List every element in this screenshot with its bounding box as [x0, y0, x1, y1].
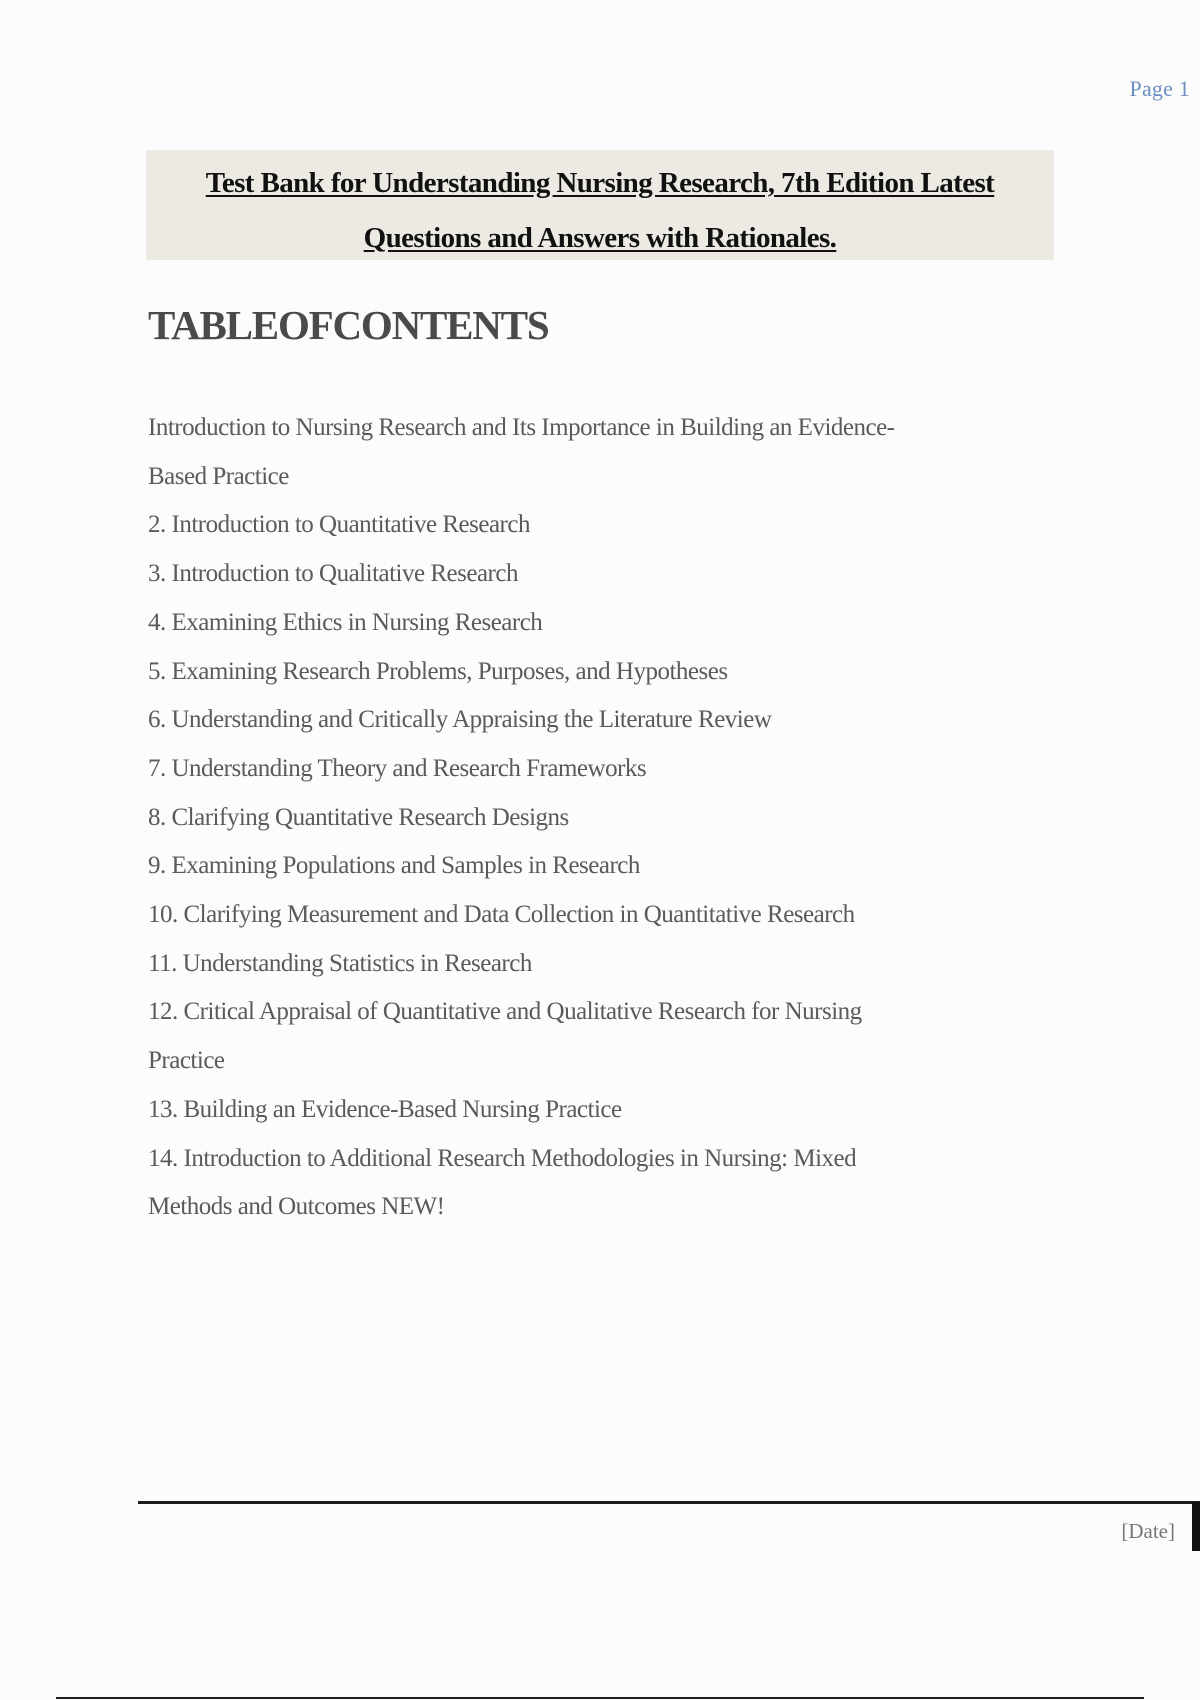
toc-line: Based Practice [148, 462, 289, 490]
toc-list [148, 404, 1048, 1232]
toc-line: 6. Understanding and Critically Appraising the Literature Review [148, 706, 772, 734]
toc-heading: TABLEOFCONTENTS [148, 302, 549, 348]
toc-line: 7. Understanding Theory and Research Frameworks [148, 754, 647, 782]
toc-line: 11. Understanding Statistics in Research [148, 949, 532, 977]
toc-line: 14. Introduction to Additional Research Methodologies in Nursing: Mixed [148, 1144, 857, 1172]
footer-date: [Date] [1121, 1519, 1175, 1543]
toc-line: 10. Clarifying Measurement and Data Collection in Quantitative Research [148, 901, 855, 929]
footer-divider [138, 1501, 1200, 1504]
toc-line: Practice [148, 1047, 225, 1075]
toc-line: 13. Building an Evidence-Based Nursing Practice [148, 1095, 622, 1123]
toc-line: 4. Examining Ethics in Nursing Research [148, 608, 543, 636]
page-bottom-divider [56, 1697, 1144, 1699]
document-title-block [146, 150, 1054, 260]
toc-line: Introduction to Nursing Research and Its Importance in Building an Evidence- [148, 414, 895, 441]
toc-line: 8. Clarifying Quantitative Research Designs [148, 803, 569, 831]
page-number: Page 1 [1129, 76, 1190, 101]
toc-line: 9. Examining Populations and Samples in Research [148, 852, 640, 880]
toc-line: 2. Introduction to Quantitative Research [148, 511, 530, 539]
document-title-line-1: Test Bank for Understanding Nursing Research, 7th Edition Latest [205, 167, 995, 199]
toc-line: 12. Critical Appraisal of Quantitative and Qualitative Research for Nursing [148, 998, 862, 1026]
document-title-line-2: Questions and Answers with Rationales. [363, 222, 837, 254]
toc-line: Methods and Outcomes NEW! [148, 1193, 445, 1221]
toc-line: 3. Introduction to Qualitative Research [148, 560, 518, 588]
toc-line: 5. Examining Research Problems, Purposes, and Hypotheses [148, 657, 728, 685]
footer-accent-bar [1192, 1502, 1200, 1551]
